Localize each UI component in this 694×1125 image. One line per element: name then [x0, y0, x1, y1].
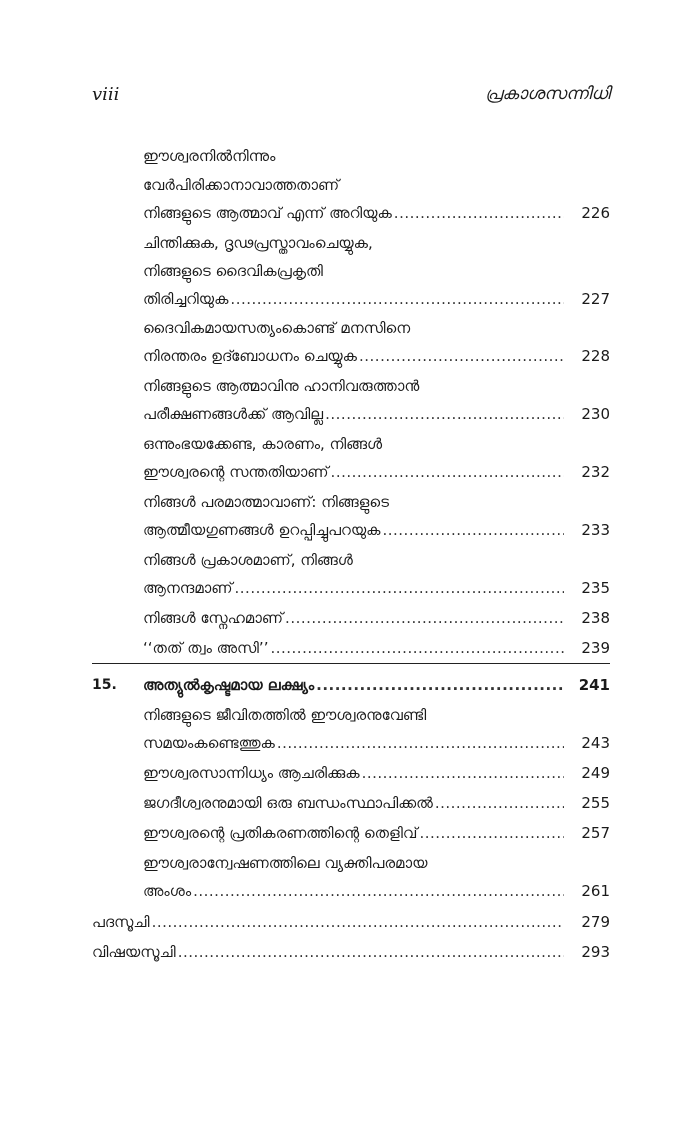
divider: [92, 663, 610, 664]
toc-line: നിങ്ങൾ പ്രകാശമാണ്, നിങ്ങൾ: [143, 551, 353, 569]
toc-line: നിങ്ങളുടെ ദൈവികപ്രകൃതി: [143, 262, 323, 280]
toc-page: 232: [581, 463, 610, 481]
toc-page: 261: [581, 882, 610, 900]
toc-page: 293: [581, 943, 610, 961]
toc-entry-index: വിഷയസൂചി ..... 293: [0, 937, 694, 967]
running-title: പ്രകാശസന്നിധി: [485, 84, 610, 104]
toc-entry: നിങ്ങൾ സ്നേഹമാണ് ..... 238: [0, 603, 694, 633]
toc-page: 257: [581, 824, 610, 842]
toc-page: 230: [581, 405, 610, 423]
toc-page: 227: [581, 290, 610, 308]
toc-page: 239: [581, 639, 610, 657]
toc-page: 233: [581, 521, 610, 539]
toc-entry: ആത്മീയഗുണങ്ങൾ ഉറപ്പിച്ചുപറയുക ..... 233: [0, 515, 694, 545]
chapter-heading: [0, 670, 694, 700]
page-number: viii: [92, 84, 120, 105]
toc-line: ചിന്തിക്കുക, ദൃഢപ്രസ്താവംചെയ്യുക,: [143, 234, 373, 252]
toc-entry: തിരിച്ചറിയുക ..... 227: [0, 284, 694, 314]
toc-line: വേർപിരിക്കാനാവാത്തതാണ്: [143, 176, 340, 194]
chapter-number: 15.: [92, 677, 117, 693]
toc-page: 228: [581, 347, 610, 365]
toc-page: 235: [581, 579, 610, 597]
toc-entry: പരീക്ഷണങ്ങൾക്ക് ആവില്ല ..... 230: [0, 399, 694, 429]
toc-line: ഈശ്വരാന്വേഷണത്തിലെ വ്യക്തിപരമായ: [143, 854, 428, 872]
toc-page: 226: [581, 204, 610, 222]
chapter-page: 241: [578, 676, 610, 694]
toc-line: നിങ്ങൾ പരമാത്മാവാണ്: നിങ്ങളുടെ: [143, 493, 389, 511]
toc-entry: നിരന്തരം ഉദ്ബോധനം ചെയ്യുക ..... 228: [0, 341, 694, 371]
toc-entry: ഈശ്വരന്റെ പ്രതികരണത്തിന്റെ തെളിവ് ..... 257: [0, 818, 694, 848]
toc-line: ഈശ്വരനിൽനിന്നും: [143, 147, 276, 165]
toc-line: ദൈവികമായസത്യംകൊണ്ട് മനസിനെ: [143, 319, 411, 337]
toc-entry: സമയംകണ്ടെത്തുക ..... 243: [0, 728, 694, 758]
toc-line: നിങ്ങളുടെ ആത്മാവിനു ഹാനിവരുത്താൻ: [143, 377, 420, 395]
toc-entry: ഈശ്വരസാന്നിധ്യം ആചരിക്കുക ..... 249: [0, 758, 694, 788]
toc-line: ഒന്നുംഭയക്കേണ്ട, കാരണം, നിങ്ങൾ: [143, 435, 383, 453]
toc-line: നിങ്ങളുടെ ജീവിതത്തിൽ ഈശ്വരനുവേണ്ടി: [143, 706, 427, 724]
toc-entry: ഈശ്വരന്റെ സന്തതിയാണ് ..... 232: [0, 457, 694, 487]
toc-entry: ‘‘തത് ത്വം അസി’’ ..... 239: [0, 633, 694, 663]
toc-entry-glossary: പദസൂചി ..... 279: [0, 907, 694, 937]
toc-page: 243: [581, 734, 610, 752]
chapter-title: അത്യുൽകൃഷ്ടമായ ലക്ഷ്യം: [143, 676, 315, 694]
toc-entry: അംശം ..... 261: [0, 876, 694, 906]
toc-entry: ആനന്ദമാണ് ..... 235: [0, 573, 694, 603]
toc-page: 279: [581, 913, 610, 931]
toc-page: 255: [581, 794, 610, 812]
toc-page: 238: [581, 609, 610, 627]
toc-entry: ജഗദീശ്വരനുമായി ഒരു ബന്ധംസ്ഥാപിക്കൽ ..... 255: [0, 788, 694, 818]
toc-page: 249: [581, 764, 610, 782]
toc-entry: നിങ്ങളുടെ ആത്മാവ് എന്ന് അറിയുക ..... 226: [0, 198, 694, 228]
